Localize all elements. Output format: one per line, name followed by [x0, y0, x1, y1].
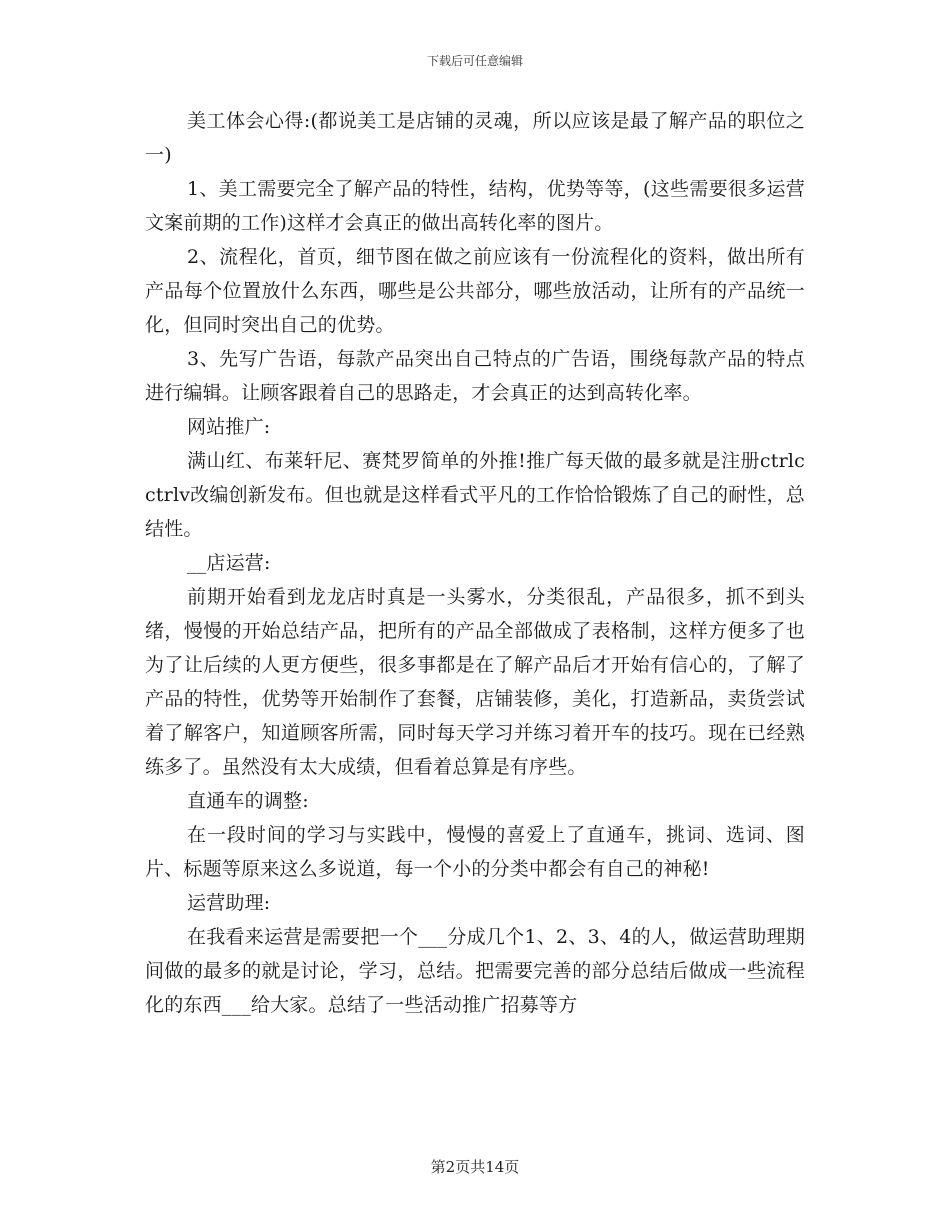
page-header: 下载后可任意编辑 [426, 54, 523, 68]
paragraph-point-1: 1、美工需要完全了解产品的特性，结构，优势等等，(这些需要很多运营文案前期的工作)这样才会真正的做出高转化率的图片。 [145, 178, 805, 234]
paragraph-ops-assistant: 在我看来运营是需要把一个___分成几个1、2、3、4的人，做运营助理期间做的最多的就是讨论，学习，总结。把需要完善的部分总结后做成一些流程化的东西___给大家。总结了一些活动推广招募等方 [145, 926, 805, 1016]
paragraph-point-2: 2、流程化，首页，细节图在做之前应该有一份流程化的资料，做出所有产品每个位置放什么东西，哪些是公共部分，哪些放活动，让所有的产品统一化，但同时突出自己的优势。 [145, 246, 805, 336]
page-number: 第2页共14页 [430, 1158, 520, 1176]
section-heading-promotion: 网站推广: [187, 416, 271, 438]
paragraph-point-3: 3、先写广告语，每款产品突出自己特点的广告语，围绕每款产品的特点进行编辑。让顾客跟着自己的思路走，才会真正的达到高转化率。 [145, 348, 805, 404]
paragraph-promotion: 满山红、布莱轩尼、赛梵罗简单的外推!推广每天做的最多就是注册ctrlcctrlv改编创新发布。但也就是这样看式平凡的工作恰恰锻炼了自己的耐性，总结性。 [145, 450, 805, 540]
section-heading-through-train: 直通车的调整: [187, 790, 309, 812]
document-body [145, 104, 805, 1022]
paragraph-intro: 美工体会心得:(都说美工是店铺的灵魂，所以应该是最了解产品的职位之一) [145, 110, 805, 166]
paragraph-through-train: 在一段时间的学习与实践中，慢慢的喜爱上了直通车，挑词、选词、图片、标题等原来这么多说道，每一个小的分类中都会有自己的神秘! [145, 824, 805, 880]
paragraph-store-ops: 前期开始看到龙龙店时真是一头雾水，分类很乱，产品很多，抓不到头绪，慢慢的开始总结产品，把所有的产品全部做成了表格制，这样方便多了也为了让后续的人更方便些，很多事都是在了解产品后才开始有信心的，了解了产品的特性，优势等开始制作了套餐，店铺装修，美化，打造新品，卖货尝试着了解客户，知道顾客所需，同时每天学习并练习着开车的技巧。现在已经熟练多了。虽然没有太大成绩，但看着总算是有序些。 [145, 586, 805, 778]
section-heading-ops-assistant: 运营助理: [187, 892, 271, 914]
section-heading-store-ops: __店运营: [187, 552, 271, 574]
